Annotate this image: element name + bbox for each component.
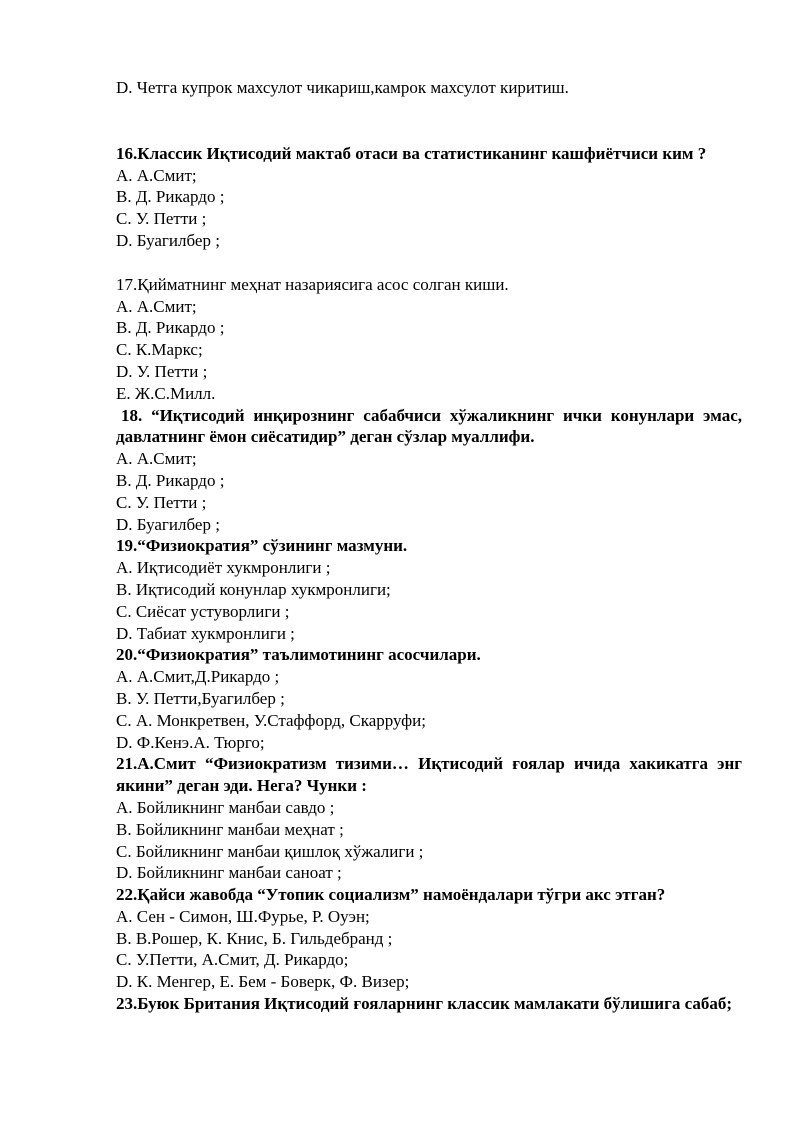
- question-18-option-b: B. Д. Рикардо ;: [116, 470, 225, 490]
- question-20-option-a: A. А.Смит,Д.Рикардо ;: [116, 667, 280, 687]
- question-21-option-d: D. Бойликнинг манбаи саноат ;: [116, 863, 342, 883]
- question-20-option-d: D. Ф.Кенэ.А. Тюрго;: [116, 732, 265, 752]
- question-16-option-c: C. У. Петти ;: [116, 209, 207, 229]
- question-19-text: 19.“Физиократия” сўзининг мазмуни.: [116, 536, 408, 556]
- question-16-text: 16.Классик Иқтисодий мактаб отаси ва статистиканинг кашфиётчиси ким ?: [116, 143, 707, 163]
- question-20-option-c: C. А. Монкретвен, У.Стаффорд, Скарруфи;: [116, 710, 426, 730]
- question-17-option-a: A. А.Смит;: [116, 296, 197, 316]
- question-18-text: 18. “Иқтисодий инқирознинг сабабчиси хўжаликнинг ички конунлари эмас, давлатнинг ёмон сиёсатидир” деган сўзлар муаллифи.: [116, 405, 742, 447]
- question-21-option-a: A. Бойликнинг манбаи савдо ;: [116, 797, 335, 817]
- question-20-text: 20.“Физиократия” таълимотининг асосчилари.: [116, 645, 481, 665]
- question-20-option-b: B. У. Петти,Буагилбер ;: [116, 688, 285, 708]
- question-23-text: 23.Буюк Британия Иқтисодий ғояларнинг классик мамлакати бўлишига сабаб;: [116, 994, 732, 1014]
- question-19-option-d: D. Табиат хукмронлиги ;: [116, 623, 295, 643]
- option-text: D. Четга купрок махсулот чикариш,камрок махсулот киритиш.: [116, 78, 569, 97]
- question-22-option-d: D. К. Менгер, Е. Бем - Боверк, Ф. Визер;: [116, 972, 410, 992]
- question-17-text: 17.Қийматнинг меҳнат назариясига асос солган киши.: [116, 274, 509, 294]
- question-18-option-c: C. У. Петти ;: [116, 492, 207, 512]
- question-19-option-a: A. Иқтисодиёт хукмронлиги ;: [116, 558, 331, 578]
- question-18-option-d: D. Буагилбер ;: [116, 514, 220, 534]
- question-17-option-e: E. Ж.С.Милл.: [116, 383, 216, 403]
- question-17-option-c: C. К.Маркс;: [116, 340, 203, 360]
- question-22-text: 22.Қайси жавобда “Утопик социализм” намоёндалари тўгри акс этган?: [116, 885, 666, 905]
- question-18-option-a: A. А.Смит;: [116, 449, 197, 469]
- question-22-option-a: A. Сен - Симон, Ш.Фурье, Р. Оуэн;: [116, 906, 370, 926]
- question-19-option-c: C. Сиёсат устуворлиги ;: [116, 601, 290, 621]
- question-22-option-b: B. В.Рошер, К. Книс, Б. Гильдебранд ;: [116, 928, 393, 948]
- question-17-option-d: D. У. Петти ;: [116, 361, 208, 381]
- document-content: [116, 77, 742, 1015]
- question-16-option-b: B. Д. Рикардо ;: [116, 187, 225, 207]
- question-17-option-b: B. Д. Рикардо ;: [116, 318, 225, 338]
- question-19-option-b: B. Иқтисодий конунлар хукмронлиги;: [116, 579, 391, 599]
- question-21-option-b: B. Бойликнинг манбаи меҳнат ;: [116, 819, 344, 839]
- question-21-text: 21.А.Смит “Физиократизм тизими… Иқтисодий ғоялар ичида хакикатга энг якини” деган эди. Нега? Чунки :: [116, 754, 742, 796]
- question-21-option-c: C. Бойликнинг манбаи қишлоқ хўжалиги ;: [116, 841, 424, 861]
- question-16-option-a: A. А.Смит;: [116, 165, 197, 185]
- question-16-option-d: D. Буагилбер ;: [116, 230, 220, 250]
- question-22-option-c: C. У.Петти, А.Смит, Д. Рикардо;: [116, 950, 349, 970]
